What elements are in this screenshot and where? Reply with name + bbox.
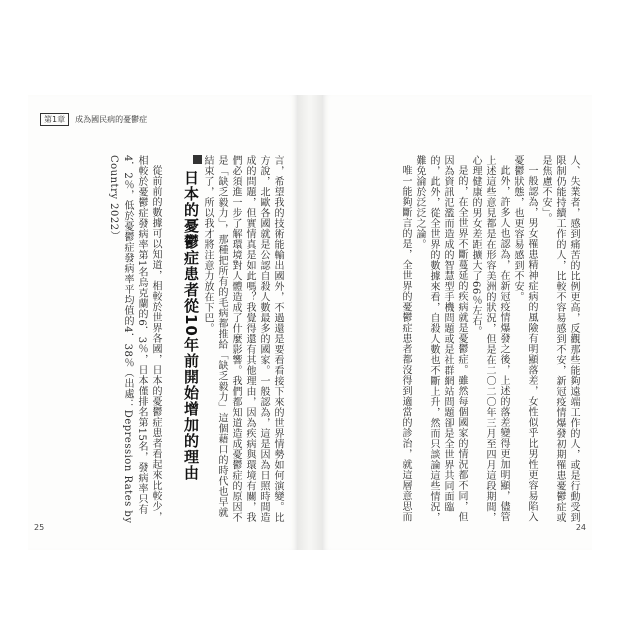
- section-heading: [181, 155, 202, 485]
- chapter-title: 成為國民病的憂鬱症: [75, 115, 148, 124]
- section-heading-text: 日本的憂鬱症患者從10年前開始增加的理由: [182, 170, 200, 481]
- right-paragraph-5: 唯一能夠斷言的是，全世界的憂鬱症患者都沒得到適當的診治，就這層意思而: [400, 165, 411, 522]
- right-paragraph-4: 是的，在全世界不斷蔓延的疾病就是憂鬱症。雖然每個國家的情況都不同，但因為資訊氾濫而造成的智慧型手機問題或是社群網站問題卻是全世界共同面臨的，此外，從全世界的數據來看，自殺人數也不斷上升，然而只談論這些情況，難免淪於泛泛之論。: [414, 155, 467, 523]
- book-gutter: [298, 95, 322, 550]
- left-body-continued: [200, 155, 284, 525]
- left-section-paragraph: 從前前的數據可以知道，相較於世界各國，日本的憂鬱症患者看起來比較少，相較於憂鬱症發病率第1名烏克蘭的6．3％，日本僅排名第15名，發病率只有4．2％，低於憂鬱症發病率平均值的4．38％（出處：Depression Rates by Country 2022）: [108, 155, 161, 524]
- heading-square-icon: [193, 155, 202, 164]
- right-paragraph-1: 人、失業者，感到痛苦的比例更高，反觀那些能夠遠端工作的人，或是行動受到限制仍能持續工作的人，比較不容易感到不安，新冠疫情爆發初期罹患憂鬱症或是焦慮不安」。: [540, 155, 579, 523]
- right-paragraph-3: 此外，許多人也認為，在新冠疫情爆發之後，上述的落差變得更加明顯，儘管上述這些意見都是在形容美洲的狀況，但是在二〇二〇年三月至四月這段期間，心理健康的男女差距擴大了66％左右。: [470, 155, 509, 523]
- page-number-left: 25: [34, 523, 45, 532]
- left-section-body: [42, 155, 162, 525]
- page-number-right: 24: [575, 523, 586, 532]
- chapter-label: 第1章: [40, 113, 69, 126]
- left-paragraph: 言，希望我的技術能輸出國外，不過還是要看看接下來的世界情勢如何演變。比方說，北歐各國就是公認自殺人數最多的國家。一般認為，這是因為日照時間造成的問題，但實情真是如此嗎？我覺得還有其他理由，因為疾病與環境有關，我們必須進一步了解環境對人體造成了什麼影響。我們都知道造成憂鬱症的原因不是「缺乏毅力」，那種把所有的毛病都推給「缺乏毅力」這個藉口的時代也早就結束了，所以我才將注意力放在下巴。: [202, 155, 283, 523]
- right-page: [322, 95, 592, 550]
- right-body: [336, 155, 580, 525]
- running-head: [40, 113, 147, 126]
- left-page: [28, 95, 298, 550]
- right-paragraph-2: 一般認為，男女罹患精神症病的風險有明顯落差，女性似乎比男性更容易陷入憂鬱狀態，也更容易感到不安。: [512, 155, 537, 522]
